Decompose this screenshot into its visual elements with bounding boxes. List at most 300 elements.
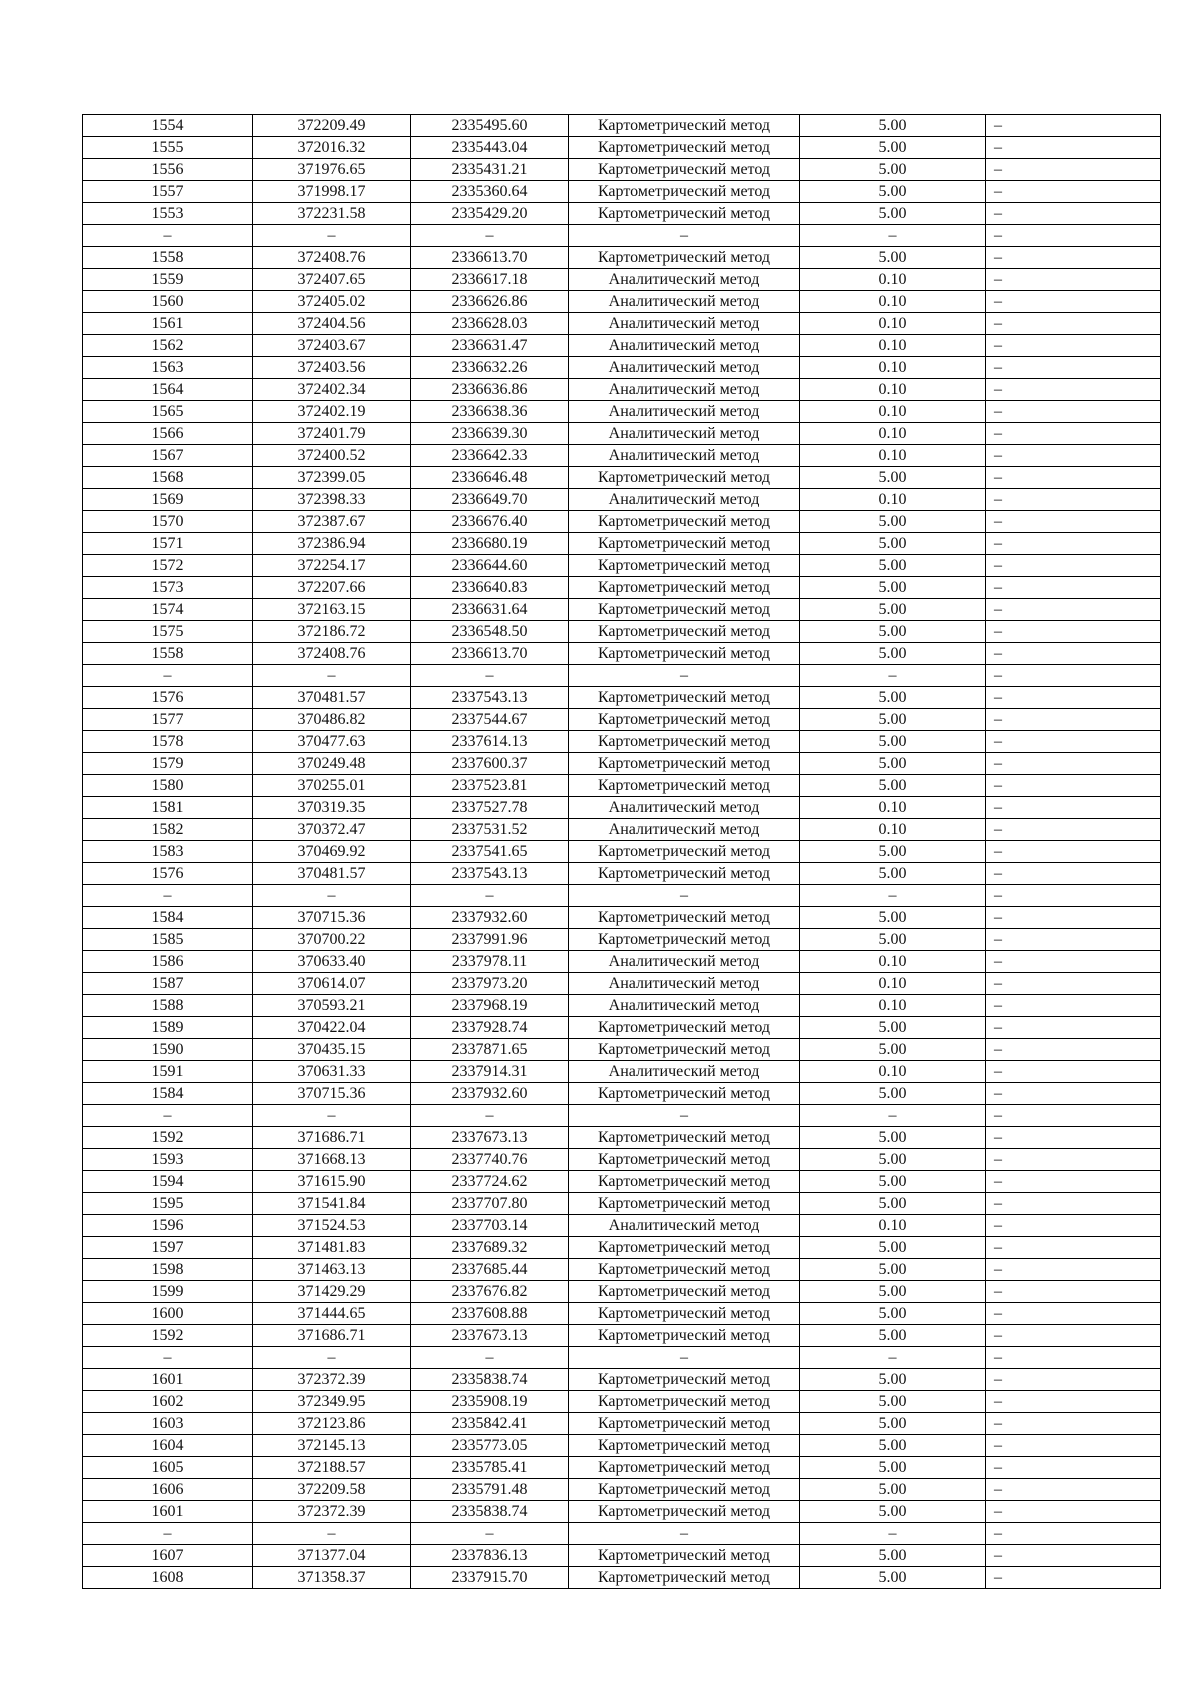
x-coordinate-cell: 370477.63	[253, 731, 411, 753]
y-coordinate-cell: 2335908.19	[411, 1391, 569, 1413]
table-row	[83, 313, 1161, 335]
x-coordinate-cell: 371524.53	[253, 1215, 411, 1237]
accuracy-cell: 5.00	[800, 1391, 986, 1413]
x-coordinate-cell: 371358.37	[253, 1567, 411, 1589]
description-cell: –	[986, 247, 1161, 269]
description-cell: –	[986, 1149, 1161, 1171]
x-coordinate-cell: –	[253, 225, 411, 247]
x-coordinate-cell: 372387.67	[253, 511, 411, 533]
description-cell: –	[986, 621, 1161, 643]
method-cell: Картометрический метод	[569, 841, 800, 863]
table-row	[83, 907, 1161, 929]
method-cell: Картометрический метод	[569, 1457, 800, 1479]
x-coordinate-cell: –	[253, 665, 411, 687]
accuracy-cell: 0.10	[800, 819, 986, 841]
point-number-cell: 1569	[83, 489, 253, 511]
point-number-cell: 1572	[83, 555, 253, 577]
accuracy-cell: 0.10	[800, 423, 986, 445]
x-coordinate-cell: 372372.39	[253, 1501, 411, 1523]
table-row	[83, 995, 1161, 1017]
table-row	[83, 401, 1161, 423]
accuracy-cell: 0.10	[800, 951, 986, 973]
method-cell: Картометрический метод	[569, 775, 800, 797]
point-number-cell: 1573	[83, 577, 253, 599]
description-cell: –	[986, 137, 1161, 159]
y-coordinate-cell: 2337968.19	[411, 995, 569, 1017]
y-coordinate-cell: 2335443.04	[411, 137, 569, 159]
method-cell: Картометрический метод	[569, 1259, 800, 1281]
point-number-cell: 1558	[83, 643, 253, 665]
accuracy-cell: 0.10	[800, 379, 986, 401]
description-cell: –	[986, 1457, 1161, 1479]
x-coordinate-cell: 371541.84	[253, 1193, 411, 1215]
point-number-cell: 1586	[83, 951, 253, 973]
description-cell: –	[986, 335, 1161, 357]
description-cell: –	[986, 1281, 1161, 1303]
method-cell: Аналитический метод	[569, 1215, 800, 1237]
y-coordinate-cell: 2337600.37	[411, 753, 569, 775]
description-cell: –	[986, 1347, 1161, 1369]
x-coordinate-cell: 372402.19	[253, 401, 411, 423]
point-number-cell: 1567	[83, 445, 253, 467]
y-coordinate-cell: 2335838.74	[411, 1501, 569, 1523]
method-cell: Аналитический метод	[569, 797, 800, 819]
table-row	[83, 1479, 1161, 1501]
y-coordinate-cell: 2335785.41	[411, 1457, 569, 1479]
accuracy-cell: 5.00	[800, 731, 986, 753]
table-row	[83, 753, 1161, 775]
y-coordinate-cell: 2337608.88	[411, 1303, 569, 1325]
x-coordinate-cell: 370319.35	[253, 797, 411, 819]
x-coordinate-cell: 370614.07	[253, 973, 411, 995]
y-coordinate-cell: 2337527.78	[411, 797, 569, 819]
method-cell: Картометрический метод	[569, 1017, 800, 1039]
table-row	[83, 1061, 1161, 1083]
method-cell: Картометрический метод	[569, 1237, 800, 1259]
accuracy-cell: –	[800, 1347, 986, 1369]
point-number-cell: 1582	[83, 819, 253, 841]
y-coordinate-cell: –	[411, 885, 569, 907]
x-coordinate-cell: 372209.49	[253, 115, 411, 137]
point-number-cell: 1601	[83, 1501, 253, 1523]
table-row	[83, 1435, 1161, 1457]
x-coordinate-cell: 370631.33	[253, 1061, 411, 1083]
point-number-cell: 1568	[83, 467, 253, 489]
table-row	[83, 1017, 1161, 1039]
table-row	[83, 731, 1161, 753]
x-coordinate-cell: 372405.02	[253, 291, 411, 313]
point-number-cell: 1596	[83, 1215, 253, 1237]
point-number-cell: 1574	[83, 599, 253, 621]
point-number-cell: 1585	[83, 929, 253, 951]
description-cell: –	[986, 423, 1161, 445]
point-number-cell: 1604	[83, 1435, 253, 1457]
method-cell: –	[569, 1105, 800, 1127]
table-row	[83, 665, 1161, 687]
point-number-cell: 1603	[83, 1413, 253, 1435]
y-coordinate-cell: 2337673.13	[411, 1325, 569, 1347]
x-coordinate-cell: 370372.47	[253, 819, 411, 841]
y-coordinate-cell: 2337932.60	[411, 907, 569, 929]
table-row	[83, 1171, 1161, 1193]
method-cell: Картометрический метод	[569, 1303, 800, 1325]
method-cell: Аналитический метод	[569, 269, 800, 291]
table-row	[83, 951, 1161, 973]
point-number-cell: 1591	[83, 1061, 253, 1083]
coordinates-table-body	[83, 115, 1161, 1589]
accuracy-cell: 5.00	[800, 115, 986, 137]
point-number-cell: 1556	[83, 159, 253, 181]
method-cell: –	[569, 885, 800, 907]
y-coordinate-cell: 2335360.64	[411, 181, 569, 203]
y-coordinate-cell: 2336642.33	[411, 445, 569, 467]
description-cell: –	[986, 181, 1161, 203]
description-cell: –	[986, 115, 1161, 137]
point-number-cell: 1577	[83, 709, 253, 731]
y-coordinate-cell: 2337914.31	[411, 1061, 569, 1083]
table-row	[83, 929, 1161, 951]
description-cell: –	[986, 555, 1161, 577]
table-row	[83, 1105, 1161, 1127]
x-coordinate-cell: 370469.92	[253, 841, 411, 863]
method-cell: Аналитический метод	[569, 951, 800, 973]
description-cell: –	[986, 1259, 1161, 1281]
x-coordinate-cell: –	[253, 1523, 411, 1545]
point-number-cell: 1584	[83, 907, 253, 929]
y-coordinate-cell: –	[411, 665, 569, 687]
y-coordinate-cell: 2337689.32	[411, 1237, 569, 1259]
table-row	[83, 1237, 1161, 1259]
method-cell: Картометрический метод	[569, 1501, 800, 1523]
point-number-cell: 1553	[83, 203, 253, 225]
point-number-cell: 1587	[83, 973, 253, 995]
y-coordinate-cell: 2337703.14	[411, 1215, 569, 1237]
accuracy-cell: 5.00	[800, 1479, 986, 1501]
description-cell: –	[986, 753, 1161, 775]
table-row	[83, 203, 1161, 225]
x-coordinate-cell: 372209.58	[253, 1479, 411, 1501]
description-cell: –	[986, 1567, 1161, 1589]
y-coordinate-cell: 2337544.67	[411, 709, 569, 731]
table-row	[83, 1325, 1161, 1347]
x-coordinate-cell: 370255.01	[253, 775, 411, 797]
description-cell: –	[986, 1237, 1161, 1259]
y-coordinate-cell: 2336613.70	[411, 643, 569, 665]
method-cell: Картометрический метод	[569, 1479, 800, 1501]
table-row	[83, 247, 1161, 269]
accuracy-cell: 0.10	[800, 357, 986, 379]
accuracy-cell: 5.00	[800, 1171, 986, 1193]
method-cell: Картометрический метод	[569, 1193, 800, 1215]
accuracy-cell: 5.00	[800, 1039, 986, 1061]
table-row	[83, 159, 1161, 181]
y-coordinate-cell: 2337543.13	[411, 863, 569, 885]
table-row	[83, 621, 1161, 643]
point-number-cell: 1601	[83, 1369, 253, 1391]
table-row	[83, 709, 1161, 731]
table-row	[83, 335, 1161, 357]
x-coordinate-cell: 372163.15	[253, 599, 411, 621]
accuracy-cell: 5.00	[800, 1501, 986, 1523]
table-row	[83, 555, 1161, 577]
method-cell: Картометрический метод	[569, 533, 800, 555]
table-row	[83, 489, 1161, 511]
description-cell: –	[986, 1523, 1161, 1545]
y-coordinate-cell: 2335431.21	[411, 159, 569, 181]
y-coordinate-cell: 2335495.60	[411, 115, 569, 137]
method-cell: Картометрический метод	[569, 115, 800, 137]
description-cell: –	[986, 1215, 1161, 1237]
description-cell: –	[986, 203, 1161, 225]
table-row	[83, 1369, 1161, 1391]
x-coordinate-cell: 371686.71	[253, 1127, 411, 1149]
point-number-cell: 1600	[83, 1303, 253, 1325]
accuracy-cell: 5.00	[800, 203, 986, 225]
accuracy-cell: 5.00	[800, 511, 986, 533]
x-coordinate-cell: 372349.95	[253, 1391, 411, 1413]
description-cell: –	[986, 929, 1161, 951]
accuracy-cell: 0.10	[800, 313, 986, 335]
description-cell: –	[986, 1303, 1161, 1325]
table-row	[83, 1281, 1161, 1303]
description-cell: –	[986, 709, 1161, 731]
description-cell: –	[986, 863, 1161, 885]
x-coordinate-cell: 372123.86	[253, 1413, 411, 1435]
description-cell: –	[986, 731, 1161, 753]
point-number-cell: 1598	[83, 1259, 253, 1281]
y-coordinate-cell: 2336613.70	[411, 247, 569, 269]
method-cell: Картометрический метод	[569, 1413, 800, 1435]
x-coordinate-cell: 372254.17	[253, 555, 411, 577]
method-cell: Картометрический метод	[569, 555, 800, 577]
description-cell: –	[986, 357, 1161, 379]
x-coordinate-cell: 372402.34	[253, 379, 411, 401]
y-coordinate-cell: 2337836.13	[411, 1545, 569, 1567]
accuracy-cell: 5.00	[800, 1083, 986, 1105]
description-cell: –	[986, 511, 1161, 533]
y-coordinate-cell: 2337932.60	[411, 1083, 569, 1105]
point-number-cell: 1576	[83, 863, 253, 885]
method-cell: Картометрический метод	[569, 929, 800, 951]
point-number-cell: 1608	[83, 1567, 253, 1589]
description-cell: –	[986, 1193, 1161, 1215]
accuracy-cell: 5.00	[800, 247, 986, 269]
y-coordinate-cell: 2337673.13	[411, 1127, 569, 1149]
accuracy-cell: 5.00	[800, 1127, 986, 1149]
point-number-cell: 1562	[83, 335, 253, 357]
point-number-cell: 1589	[83, 1017, 253, 1039]
accuracy-cell: 0.10	[800, 291, 986, 313]
x-coordinate-cell: 372231.58	[253, 203, 411, 225]
method-cell: Картометрический метод	[569, 907, 800, 929]
point-number-cell: 1564	[83, 379, 253, 401]
description-cell: –	[986, 687, 1161, 709]
accuracy-cell: 0.10	[800, 797, 986, 819]
y-coordinate-cell: 2337523.81	[411, 775, 569, 797]
point-number-cell: 1605	[83, 1457, 253, 1479]
point-number-cell: 1593	[83, 1149, 253, 1171]
method-cell: Аналитический метод	[569, 445, 800, 467]
method-cell: Картометрический метод	[569, 643, 800, 665]
description-cell: –	[986, 797, 1161, 819]
accuracy-cell: 5.00	[800, 555, 986, 577]
accuracy-cell: 5.00	[800, 599, 986, 621]
point-number-cell: 1602	[83, 1391, 253, 1413]
x-coordinate-cell: 372408.76	[253, 247, 411, 269]
table-row	[83, 1259, 1161, 1281]
x-coordinate-cell: 370481.57	[253, 863, 411, 885]
point-number-cell: –	[83, 1347, 253, 1369]
y-coordinate-cell: 2336617.18	[411, 269, 569, 291]
x-coordinate-cell: 370593.21	[253, 995, 411, 1017]
x-coordinate-cell: 370481.57	[253, 687, 411, 709]
accuracy-cell: 0.10	[800, 445, 986, 467]
table-row	[83, 291, 1161, 313]
method-cell: Картометрический метод	[569, 577, 800, 599]
accuracy-cell: 0.10	[800, 995, 986, 1017]
x-coordinate-cell: 372186.72	[253, 621, 411, 643]
method-cell: Картометрический метод	[569, 599, 800, 621]
y-coordinate-cell: 2336644.60	[411, 555, 569, 577]
point-number-cell: 1563	[83, 357, 253, 379]
accuracy-cell: 5.00	[800, 621, 986, 643]
accuracy-cell: 0.10	[800, 269, 986, 291]
y-coordinate-cell: –	[411, 1523, 569, 1545]
table-row	[83, 1413, 1161, 1435]
y-coordinate-cell: 2337531.52	[411, 819, 569, 841]
accuracy-cell: 5.00	[800, 687, 986, 709]
accuracy-cell: 5.00	[800, 1259, 986, 1281]
table-row	[83, 819, 1161, 841]
y-coordinate-cell: 2336631.47	[411, 335, 569, 357]
x-coordinate-cell: 372408.76	[253, 643, 411, 665]
method-cell: Аналитический метод	[569, 291, 800, 313]
table-row	[83, 1083, 1161, 1105]
method-cell: Картометрический метод	[569, 1039, 800, 1061]
accuracy-cell: 5.00	[800, 1457, 986, 1479]
y-coordinate-cell: 2336639.30	[411, 423, 569, 445]
accuracy-cell: 5.00	[800, 533, 986, 555]
accuracy-cell: 5.00	[800, 753, 986, 775]
description-cell: –	[986, 1127, 1161, 1149]
accuracy-cell: 0.10	[800, 401, 986, 423]
point-number-cell: 1581	[83, 797, 253, 819]
x-coordinate-cell: 372400.52	[253, 445, 411, 467]
method-cell: Картометрический метод	[569, 467, 800, 489]
table-row	[83, 1039, 1161, 1061]
description-cell: –	[986, 1391, 1161, 1413]
point-number-cell: 1599	[83, 1281, 253, 1303]
method-cell: Картометрический метод	[569, 753, 800, 775]
description-cell: –	[986, 225, 1161, 247]
method-cell: Картометрический метод	[569, 709, 800, 731]
accuracy-cell: 5.00	[800, 907, 986, 929]
table-row	[83, 1127, 1161, 1149]
accuracy-cell: –	[800, 1105, 986, 1127]
method-cell: Аналитический метод	[569, 335, 800, 357]
y-coordinate-cell: 2335791.48	[411, 1479, 569, 1501]
x-coordinate-cell: 372145.13	[253, 1435, 411, 1457]
method-cell: Картометрический метод	[569, 1567, 800, 1589]
description-cell: –	[986, 995, 1161, 1017]
accuracy-cell: 5.00	[800, 159, 986, 181]
description-cell: –	[986, 1171, 1161, 1193]
point-number-cell: –	[83, 665, 253, 687]
method-cell: Картометрический метод	[569, 137, 800, 159]
point-number-cell: 1580	[83, 775, 253, 797]
x-coordinate-cell: 372207.66	[253, 577, 411, 599]
point-number-cell: 1565	[83, 401, 253, 423]
y-coordinate-cell: 2337676.82	[411, 1281, 569, 1303]
accuracy-cell: 5.00	[800, 1237, 986, 1259]
x-coordinate-cell: 371377.04	[253, 1545, 411, 1567]
y-coordinate-cell: 2337973.20	[411, 973, 569, 995]
table-row	[83, 1347, 1161, 1369]
x-coordinate-cell: 370435.15	[253, 1039, 411, 1061]
table-row	[83, 1523, 1161, 1545]
description-cell: –	[986, 1479, 1161, 1501]
y-coordinate-cell: 2336638.36	[411, 401, 569, 423]
accuracy-cell: 5.00	[800, 1369, 986, 1391]
point-number-cell: 1578	[83, 731, 253, 753]
point-number-cell: 1558	[83, 247, 253, 269]
point-number-cell: 1575	[83, 621, 253, 643]
table-row	[83, 973, 1161, 995]
x-coordinate-cell: 372403.67	[253, 335, 411, 357]
y-coordinate-cell: 2336548.50	[411, 621, 569, 643]
table-row	[83, 577, 1161, 599]
y-coordinate-cell: –	[411, 1347, 569, 1369]
x-coordinate-cell: 371998.17	[253, 181, 411, 203]
method-cell: Аналитический метод	[569, 995, 800, 1017]
method-cell: Картометрический метод	[569, 687, 800, 709]
table-row	[83, 1457, 1161, 1479]
description-cell: –	[986, 665, 1161, 687]
accuracy-cell: 5.00	[800, 577, 986, 599]
accuracy-cell: 5.00	[800, 1193, 986, 1215]
y-coordinate-cell: 2336626.86	[411, 291, 569, 313]
x-coordinate-cell: 370715.36	[253, 907, 411, 929]
method-cell: Аналитический метод	[569, 379, 800, 401]
accuracy-cell: 0.10	[800, 335, 986, 357]
point-number-cell: 1571	[83, 533, 253, 555]
method-cell: Картометрический метод	[569, 1083, 800, 1105]
y-coordinate-cell: 2336649.70	[411, 489, 569, 511]
point-number-cell: –	[83, 1523, 253, 1545]
method-cell: Картометрический метод	[569, 1171, 800, 1193]
method-cell: Картометрический метод	[569, 1281, 800, 1303]
method-cell: Аналитический метод	[569, 819, 800, 841]
description-cell: –	[986, 159, 1161, 181]
description-cell: –	[986, 533, 1161, 555]
accuracy-cell: 0.10	[800, 489, 986, 511]
x-coordinate-cell: 372407.65	[253, 269, 411, 291]
x-coordinate-cell: 372403.56	[253, 357, 411, 379]
accuracy-cell: 5.00	[800, 709, 986, 731]
method-cell: Картометрический метод	[569, 1391, 800, 1413]
description-cell: –	[986, 599, 1161, 621]
x-coordinate-cell: 370486.82	[253, 709, 411, 731]
table-row	[83, 1391, 1161, 1413]
table-row	[83, 797, 1161, 819]
y-coordinate-cell: 2337685.44	[411, 1259, 569, 1281]
y-coordinate-cell: 2336676.40	[411, 511, 569, 533]
y-coordinate-cell: 2337978.11	[411, 951, 569, 973]
table-row	[83, 357, 1161, 379]
x-coordinate-cell: 371429.29	[253, 1281, 411, 1303]
x-coordinate-cell: –	[253, 1105, 411, 1127]
method-cell: Аналитический метод	[569, 1061, 800, 1083]
